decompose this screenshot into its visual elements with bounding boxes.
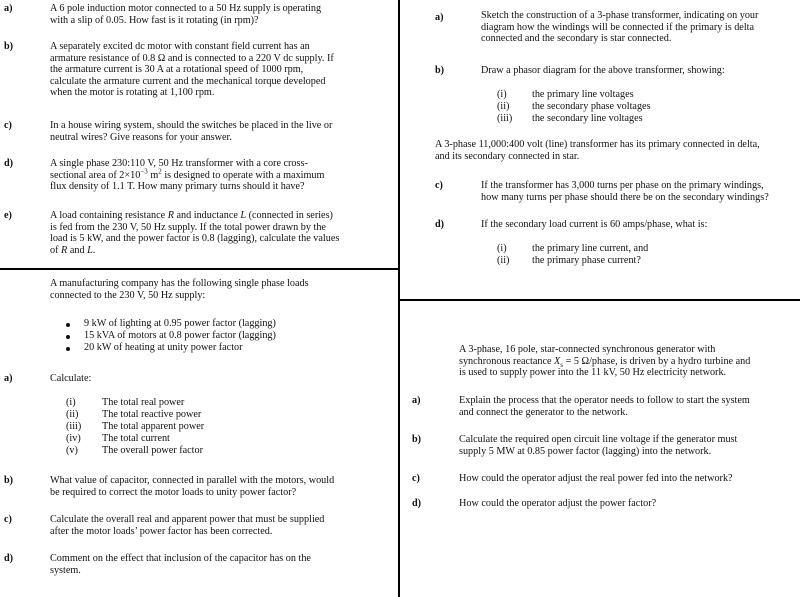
q3-d-label: d): [435, 219, 445, 230]
q2-a-item-num: (v): [66, 445, 78, 456]
q1-c-text: In a house wiring system, should the switches be placed in the live or neutral wires? Give reasons for your answer.: [50, 120, 333, 143]
q2-a-item-num: (iii): [66, 421, 82, 432]
q3-b-item-text: the secondary phase voltages: [532, 101, 651, 112]
q3-d-item-num: (i): [497, 243, 507, 254]
q1-b-label: b): [4, 41, 14, 52]
q1-d-text: A single phase 230:110 V, 50 Hz transformer with a core cross- sectional area of $2\times 10^{-3}$ $m^2$ is designed to operate with a maximum flux density of 1.1 T. How many primary turns should it have?: [50, 158, 325, 193]
q2-bullet-item: 15 kVA of motors at 0.8 power factor (lagging): [84, 330, 276, 341]
q4-intro: A 3-phase, 16 pole, star-connected synchronous generator with synchronous reactance $X_s = 5$ Ω/phase, is driven by a hydro turbine and is used to supply power into the 11 kV, 50 Hz electricity network.: [459, 344, 751, 379]
left-horizontal-divider: [0, 268, 399, 270]
q2-bullet-item: 9 kW of lighting at 0.95 power factor (lagging): [84, 318, 276, 329]
q2-c-label: c): [4, 514, 12, 525]
q2-c-text: Calculate the overall real and apparent power that must be supplied after the motor loads’ power factor has been corrected.: [50, 514, 325, 537]
q3-d-text: If the secondary load current is 60 amps/phase, what is:: [481, 219, 708, 230]
q2-d-text: Comment on the effect that inclusion of the capacitor has on the system.: [50, 553, 311, 576]
q3-b-item-num: (i): [497, 89, 507, 100]
q3-d-item-num: (ii): [497, 255, 510, 266]
q3-a-text: Sketch the construction of a 3-phase transformer, indicating on your diagram how the windings will be connected if the primary is delta connected and the secondary is star connected.: [481, 10, 759, 45]
bullet-dot-icon: [66, 323, 70, 327]
q1-e-text: A load containing resistance R and inductance L (connected in series) is fed from the 230 V, 50 Hz supply. If the total power drawn by the load is 5 kW, and the power factor is 0.8 (lagging), calculate the values of R and L.: [50, 210, 340, 256]
q3-d-item-text: the primary phase current?: [532, 255, 641, 266]
q4-c-label: c): [412, 473, 420, 484]
q1-a-label: a): [4, 3, 13, 14]
q3-b-item-text: the secondary line voltages: [532, 113, 643, 124]
q3-c-label: c): [435, 180, 443, 191]
q2-d-label: d): [4, 553, 14, 564]
q2-b-label: b): [4, 475, 14, 486]
q2-a-item-text: The overall power factor: [102, 445, 203, 456]
q1-c-label: c): [4, 120, 12, 131]
q2-a-item-num: (ii): [66, 409, 79, 420]
q2-a-item-text: The total apparent power: [102, 421, 205, 432]
q1-b-text: A separately excited dc motor with constant field current has an armature resistance of 0.8 Ω and is connected to a 220 V dc supply. If the armature current is 30 A at a rotational speed of 1000 rpm, calculate the armature current and the mechanical torque developed when the motor is rotating at 1,100 rpm.: [50, 41, 334, 99]
q3-d-item-text: the primary line current, and: [532, 243, 649, 254]
bullet-dot-icon: [66, 335, 70, 339]
q2-a-item-num: (i): [66, 397, 76, 408]
q2-a-text: Calculate:: [50, 373, 92, 384]
q2-a-item-text: The total reactive power: [102, 409, 202, 420]
q3-b-item-num: (iii): [497, 113, 513, 124]
q3-b-label: b): [435, 65, 445, 76]
q3-b-text: Draw a phasor diagram for the above transformer, showing:: [481, 65, 725, 76]
q3-c-text: If the transformer has 3,000 turns per phase on the primary windings, how many turns per phase should there be on the secondary windings?: [481, 180, 769, 203]
bullet-dot-icon: [66, 347, 70, 351]
q4-c-text: How could the operator adjust the real power fed into the network?: [459, 473, 733, 484]
q3-a-label: a): [435, 12, 444, 23]
q4-a-label: a): [412, 395, 421, 406]
q2-bullet-item: 20 kW of heating at unity power factor: [84, 342, 243, 353]
q2-a-label: a): [4, 373, 13, 384]
q4-a-text: Explain the process that the operator needs to follow to start the system and connect the generator to the network.: [459, 395, 750, 418]
q4-d-text: How could the operator adjust the power factor?: [459, 498, 657, 509]
right-horizontal-divider: [399, 299, 800, 301]
q4-d-label: d): [412, 498, 422, 509]
q2-intro: A manufacturing company has the following single phase loads connected to the 230 V, 50 Hz supply:: [50, 278, 309, 301]
q1-e-label: e): [4, 210, 12, 221]
q3-b-item-num: (ii): [497, 101, 510, 112]
q2-a-item-text: The total current: [102, 433, 170, 444]
q1-a-text: A 6 pole induction motor connected to a 50 Hz supply is operating with a slip of 0.05. How fast is it rotating (in rpm)?: [50, 3, 322, 26]
q3-intro: A 3-phase 11,000:400 volt (line) transformer has its primary connected in delta, and its secondary connected in star.: [435, 139, 760, 162]
q2-b-text: What value of capacitor, connected in parallel with the motors, would be required to correct the motor loads to unity power factor?: [50, 475, 335, 498]
q4-b-label: b): [412, 434, 422, 445]
q1-d-label: d): [4, 158, 14, 169]
q4-b-text: Calculate the required open circuit line voltage if the generator must supply 5 MW at 0.85 power factor (lagging) into the network.: [459, 434, 738, 457]
q3-b-item-text: the primary line voltages: [532, 89, 634, 100]
q2-a-item-num: (iv): [66, 433, 81, 444]
q2-a-item-text: The total real power: [102, 397, 185, 408]
